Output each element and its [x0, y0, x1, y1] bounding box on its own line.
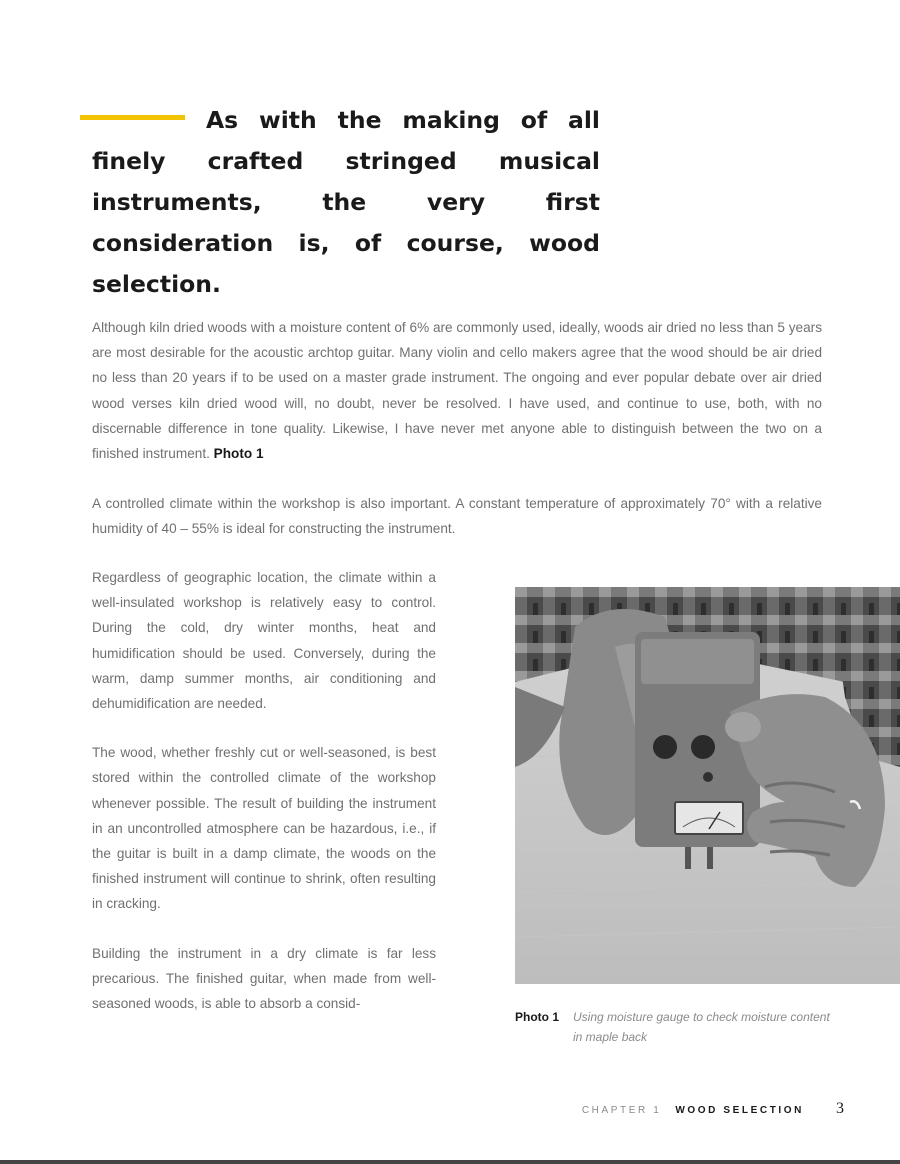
- paragraph-1: [92, 315, 822, 466]
- footer-chapter-title: WOOD SELECTION: [675, 1105, 804, 1116]
- pull-quote: As with the making of all finely crafted stringed musical instruments, the very first consideration is, of course, wood selection.: [92, 106, 600, 298]
- caption-label: Photo 1: [515, 1010, 559, 1024]
- photo-illustration: [515, 587, 900, 984]
- paragraph-2: A controlled climate within the workshop is also important. A constant temperature of approximately 70° with a relative humidity of 40 – 55% is ideal for constructing the instrument.: [92, 496, 822, 537]
- paragraph-1-text: Although kiln dried woods with a moisture content of 6% are commonly used, ideally, woods air dried no less than 5 years are most desirable for the acoustic archtop guitar. Many violin and cello makers agree that the wood should be air dried no less than 20 years if to be used on a master grade instrument. The ongoing and ever popular debate over air dried wood verses kiln dried wood will, no doubt, never be resolved. I have used, and continue to use, both, with no discernable difference in tone quality. Likewise, I have never met anyone able to distinguish between the two on a finished instrument.: [92, 320, 822, 462]
- column-paragraph: The wood, whether freshly cut or well-seasoned, is best stored within the controlled climate of the workshop whenever possible. The result of building the instrument in an uncontrolled atmosphere can be hazardous, i.e., if the guitar is built in a damp climate, the woods on the finished instrument will continue to shrink, often resulting in cracking.: [92, 745, 436, 912]
- photo-reference: Photo 1: [213, 446, 264, 462]
- moisture-gauge-photo: [515, 587, 900, 984]
- caption-text: Using moisture gauge to check moisture content in maple back: [573, 1010, 830, 1044]
- column-paragraph: Building the instrument in a dry climate is far less precarious. The finished guitar, when made from well-seasoned woods, is able to absorb a consid-: [92, 945, 436, 1012]
- left-column: [92, 565, 436, 1040]
- page-bottom-border: [0, 1160, 900, 1164]
- footer-chapter: CHAPTER 1: [581, 1105, 662, 1116]
- page-number: 3: [836, 1100, 844, 1117]
- column-paragraph: Regardless of geographic location, the climate within a well-insulated workshop is relatively easy to control. During the cold, dry winter months, heat and humidification should be used. Conversely, during the warm, damp summer months, air conditioning and dehumidification are needed.: [92, 570, 436, 712]
- page-footer: [582, 1100, 844, 1120]
